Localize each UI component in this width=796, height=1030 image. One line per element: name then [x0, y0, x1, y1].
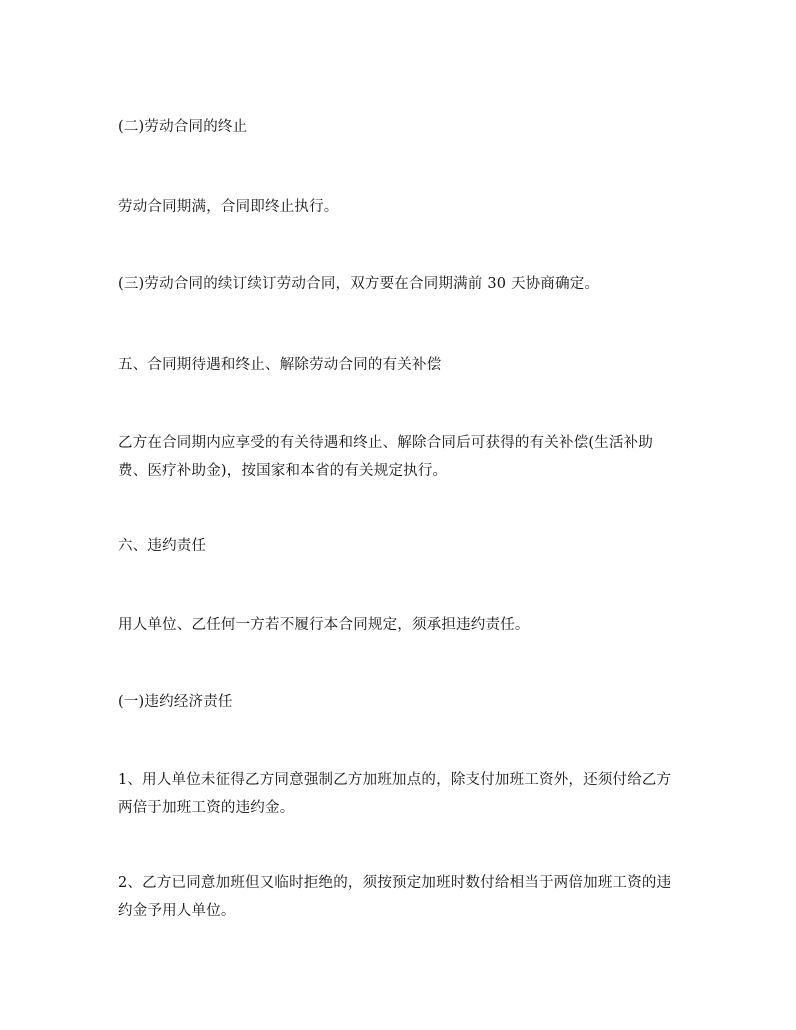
paragraph-breach-general: 用人单位、乙任何一方若不履行本合同规定，须承担违约责任。 — [118, 617, 530, 633]
section-heading-contract-termination: (二)劳动合同的终止 — [118, 119, 248, 135]
section-heading-breach-liability: 六、违约责任 — [118, 538, 207, 554]
paragraph-overtime-employer: 1、用人单位未征得乙方同意强制乙方加班加点的，除支付加班工资外，还须付给乙方两倍于加班工资的违约金。 — [118, 772, 672, 816]
section-heading-economic-liability: (一)违约经济责任 — [118, 694, 233, 710]
section-heading-contract-renewal: (三)劳动合同的续订续订劳动合同，双方要在合同期满前 30 天协商确定。 — [118, 276, 600, 292]
paragraph-contract-expiry: 劳动合同期满，合同即终止执行。 — [118, 199, 339, 215]
section-heading-compensation: 五、合同期待遇和终止、解除劳动合同的有关补偿 — [118, 357, 442, 373]
paragraph-overtime-employee: 2、乙方已同意加班但又临时拒绝的，须按预定加班时数付给相当于两倍加班工资的违约金予用人单位。 — [118, 875, 672, 919]
paragraph-compensation-details: 乙方在合同期内应享受的有关待遇和终止、解除合同后可获得的有关补偿(生活补助费、医疗补助金)，按国家和本省的有关规定执行。 — [118, 435, 654, 479]
